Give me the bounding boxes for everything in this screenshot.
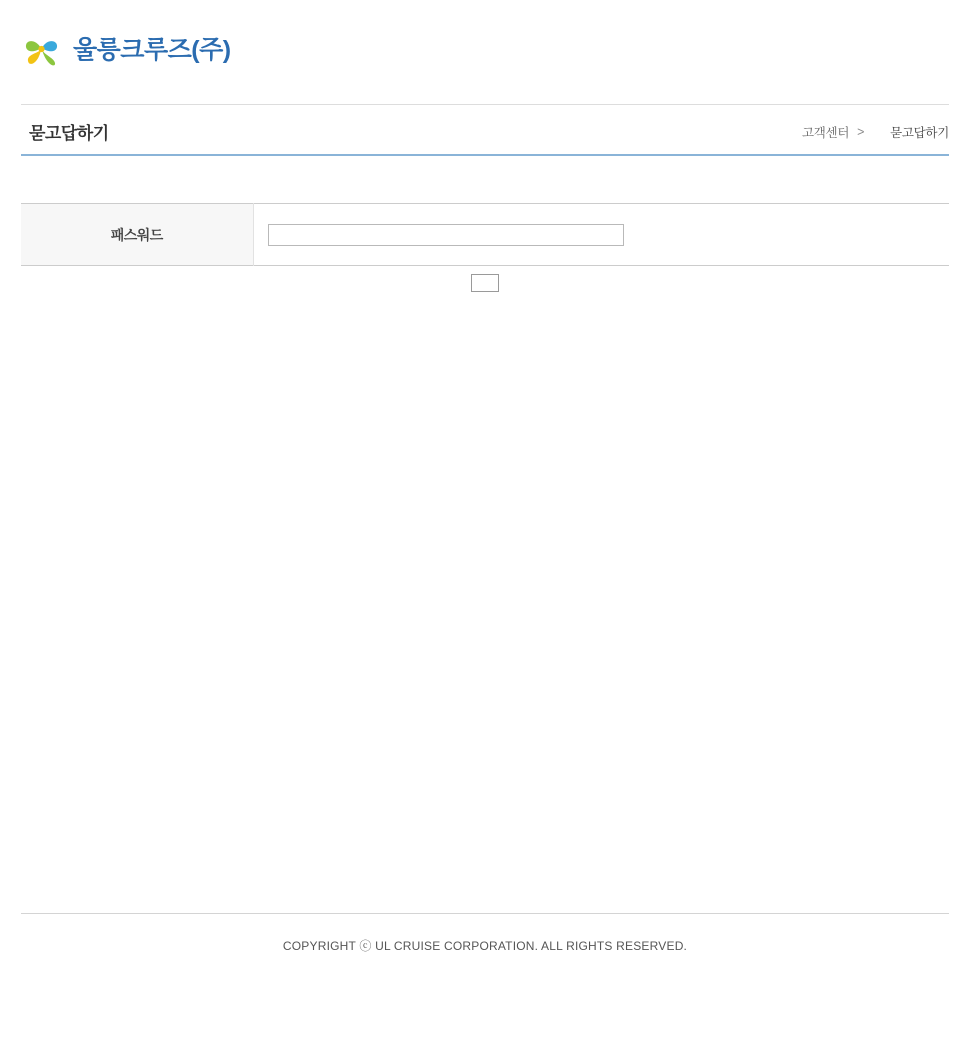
confirm-button[interactable] xyxy=(471,274,499,292)
breadcrumb xyxy=(802,123,949,141)
main-content xyxy=(21,203,949,292)
form-button-row xyxy=(21,274,949,292)
password-input[interactable] xyxy=(268,224,624,246)
site-footer xyxy=(21,913,949,954)
site-header xyxy=(0,0,970,104)
logo-text-main: 울릉크루즈 xyxy=(73,35,192,64)
breadcrumb-parent[interactable]: 고객센터 xyxy=(802,126,850,140)
site-logo-link[interactable] xyxy=(21,29,231,71)
page-title: 묻고답하기 xyxy=(29,124,109,143)
page-subheader xyxy=(21,104,949,156)
pinwheel-flower-logo-icon xyxy=(21,29,63,71)
copyright-text: COPYRIGHT ⓒ UL CRUISE CORPORATION. ALL RIGHTS RESERVED. xyxy=(282,939,688,953)
table-row xyxy=(21,204,949,266)
breadcrumb-current: 묻고답하기 xyxy=(890,126,949,140)
logo-text-suffix: (주) xyxy=(191,35,231,64)
password-label: 패스워드 xyxy=(21,204,253,266)
site-logo-text xyxy=(73,35,231,64)
breadcrumb-separator: > xyxy=(857,125,865,139)
password-field-cell xyxy=(253,204,949,266)
password-form-table xyxy=(21,203,949,266)
